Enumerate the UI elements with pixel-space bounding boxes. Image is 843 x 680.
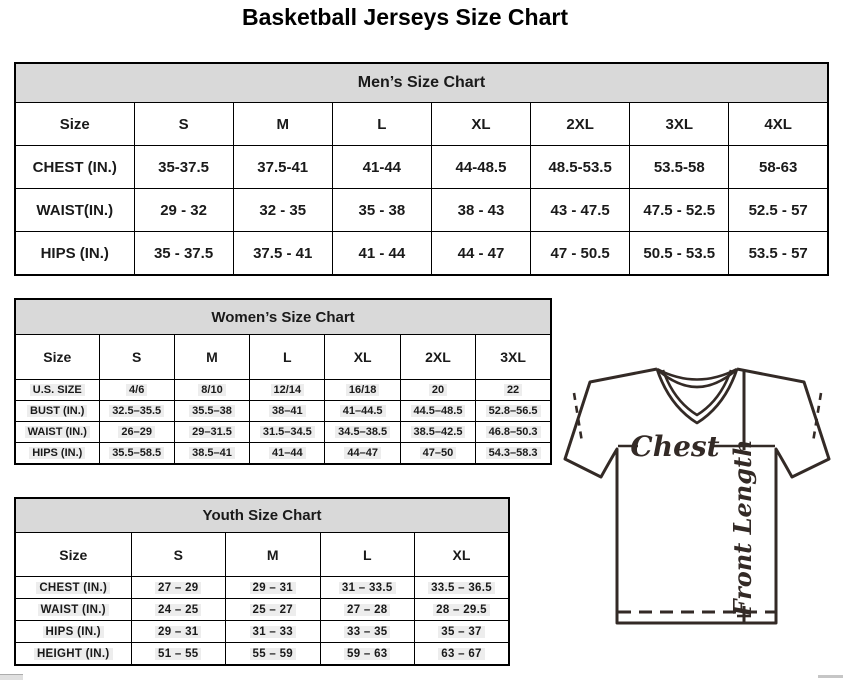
womens-header-row bbox=[15, 335, 551, 380]
youth-col-header: Size bbox=[15, 533, 131, 577]
mens-cell: 35 - 37.5 bbox=[134, 232, 233, 276]
cell-text: U.S. SIZE bbox=[30, 384, 85, 396]
mens-cell: 32 - 35 bbox=[233, 189, 332, 232]
womens-table-title: Women’s Size Chart bbox=[15, 299, 551, 335]
womens-col-header: M bbox=[174, 335, 249, 380]
cell-text: CHEST (IN.) bbox=[36, 582, 110, 594]
youth-table-title: Youth Size Chart bbox=[15, 498, 509, 533]
mens-col-header: S bbox=[134, 103, 233, 146]
youth-hips-row bbox=[15, 621, 509, 643]
youth-table-title-row bbox=[15, 498, 509, 533]
youth-col-header: M bbox=[226, 533, 321, 577]
mens-cell: 44-48.5 bbox=[431, 146, 530, 189]
cell-text: 35 – 37 bbox=[438, 626, 484, 638]
mens-cell: 50.5 - 53.5 bbox=[630, 232, 729, 276]
womens-cell bbox=[99, 443, 174, 465]
youth-row-label bbox=[15, 599, 131, 621]
mens-cell: 58-63 bbox=[729, 146, 828, 189]
cell-text: 8/10 bbox=[198, 384, 225, 396]
cell-text: 38.5–41 bbox=[189, 447, 235, 459]
cell-text: 20 bbox=[429, 384, 447, 396]
womens-cell bbox=[250, 422, 325, 443]
womens-row-label bbox=[15, 443, 99, 465]
youth-cell bbox=[131, 621, 226, 643]
womens-col-header: 2XL bbox=[400, 335, 475, 380]
mens-cell: 38 - 43 bbox=[431, 189, 530, 232]
cell-text: 31 – 33.5 bbox=[339, 582, 396, 594]
mens-row-label: WAIST(IN.) bbox=[15, 189, 134, 232]
scrollbar-fragment-left[interactable] bbox=[0, 674, 23, 680]
mens-cell: 43 - 47.5 bbox=[531, 189, 630, 232]
cell-text: 63 – 67 bbox=[438, 648, 484, 660]
youth-col-header: S bbox=[131, 533, 226, 577]
mens-cell: 53.5-58 bbox=[630, 146, 729, 189]
womens-cell bbox=[99, 422, 174, 443]
cell-text: 44–47 bbox=[344, 447, 381, 459]
mens-cell: 41-44 bbox=[332, 146, 431, 189]
womens-col-header: Size bbox=[15, 335, 99, 380]
womens-col-header: S bbox=[99, 335, 174, 380]
womens-cell bbox=[400, 380, 475, 401]
mens-cell: 52.5 - 57 bbox=[729, 189, 828, 232]
cell-text: WAIST (IN.) bbox=[25, 426, 90, 438]
mens-cell: 48.5-53.5 bbox=[531, 146, 630, 189]
womens-ussize-row bbox=[15, 380, 551, 401]
mens-cell: 37.5-41 bbox=[233, 146, 332, 189]
cell-text: 44.5–48.5 bbox=[411, 405, 466, 417]
cell-text: 52.8–56.5 bbox=[486, 405, 541, 417]
youth-row-label bbox=[15, 577, 131, 599]
youth-cell bbox=[131, 643, 226, 666]
cell-text: 16/18 bbox=[346, 384, 380, 396]
womens-cell bbox=[325, 422, 400, 443]
womens-cell bbox=[325, 380, 400, 401]
cell-text: 47–50 bbox=[420, 447, 457, 459]
cell-text: 54.3–58.3 bbox=[486, 447, 541, 459]
youth-chest-row bbox=[15, 577, 509, 599]
cell-text: 32.5–35.5 bbox=[109, 405, 164, 417]
mens-chest-row bbox=[15, 146, 828, 189]
youth-waist-row bbox=[15, 599, 509, 621]
mens-cell: 41 - 44 bbox=[332, 232, 431, 276]
womens-cell bbox=[174, 422, 249, 443]
cell-text: 35.5–38 bbox=[189, 405, 235, 417]
mens-col-header: L bbox=[332, 103, 431, 146]
youth-cell bbox=[226, 577, 321, 599]
mens-col-header: 3XL bbox=[630, 103, 729, 146]
womens-cell bbox=[476, 422, 551, 443]
cell-text: BUST (IN.) bbox=[27, 405, 87, 417]
womens-cell bbox=[325, 401, 400, 422]
cell-text: 35.5–58.5 bbox=[109, 447, 164, 459]
womens-table-title-row bbox=[15, 299, 551, 335]
womens-col-header: XL bbox=[325, 335, 400, 380]
youth-size-table bbox=[14, 497, 510, 666]
youth-cell bbox=[226, 599, 321, 621]
youth-cell bbox=[320, 621, 415, 643]
cell-text: 31 – 33 bbox=[250, 626, 296, 638]
cell-text: HIPS (IN.) bbox=[29, 447, 85, 459]
mens-cell: 35 - 38 bbox=[332, 189, 431, 232]
cell-text: 41–44 bbox=[269, 447, 306, 459]
cell-text: 27 – 29 bbox=[155, 582, 201, 594]
cell-text: 51 – 55 bbox=[155, 648, 201, 660]
cell-text: 29 – 31 bbox=[250, 582, 296, 594]
womens-cell bbox=[325, 443, 400, 465]
womens-row-label bbox=[15, 401, 99, 422]
cell-text: WAIST (IN.) bbox=[38, 604, 109, 616]
youth-cell bbox=[320, 599, 415, 621]
womens-waist-row bbox=[15, 422, 551, 443]
cell-text: 38–41 bbox=[269, 405, 306, 417]
youth-cell bbox=[226, 621, 321, 643]
womens-cell bbox=[174, 443, 249, 465]
cell-text: 59 – 63 bbox=[344, 648, 390, 660]
womens-cell bbox=[99, 401, 174, 422]
womens-cell bbox=[99, 380, 174, 401]
cell-text: 38.5–42.5 bbox=[411, 426, 466, 438]
womens-cell bbox=[174, 380, 249, 401]
youth-row-label bbox=[15, 621, 131, 643]
mens-col-header: 4XL bbox=[729, 103, 828, 146]
front-length-label: Front Length bbox=[728, 439, 757, 617]
womens-cell bbox=[476, 401, 551, 422]
youth-cell bbox=[320, 643, 415, 666]
cell-text: 33 – 35 bbox=[344, 626, 390, 638]
cell-text: 25 – 27 bbox=[250, 604, 296, 616]
youth-col-header: L bbox=[320, 533, 415, 577]
cell-text: 26–29 bbox=[118, 426, 155, 438]
chest-label: Chest bbox=[630, 430, 720, 463]
youth-cell bbox=[131, 577, 226, 599]
youth-cell bbox=[415, 621, 510, 643]
cell-text: 34.5–38.5 bbox=[335, 426, 390, 438]
youth-cell bbox=[415, 577, 510, 599]
womens-cell bbox=[174, 401, 249, 422]
cell-text: 22 bbox=[504, 384, 522, 396]
cell-text: 29 – 31 bbox=[155, 626, 201, 638]
mens-cell: 37.5 - 41 bbox=[233, 232, 332, 276]
youth-cell bbox=[226, 643, 321, 666]
page-title: Basketball Jerseys Size Chart bbox=[241, 4, 568, 30]
youth-cell bbox=[415, 643, 510, 666]
womens-bust-row bbox=[15, 401, 551, 422]
mens-waist-row bbox=[15, 189, 828, 232]
womens-hips-row bbox=[15, 443, 551, 465]
womens-col-header: L bbox=[250, 335, 325, 380]
cell-text: 31.5–34.5 bbox=[260, 426, 315, 438]
womens-cell bbox=[250, 443, 325, 465]
mens-cell: 53.5 - 57 bbox=[729, 232, 828, 276]
womens-row-label bbox=[15, 380, 99, 401]
youth-cell bbox=[131, 599, 226, 621]
cell-text: 33.5 – 36.5 bbox=[428, 582, 495, 594]
mens-col-header: M bbox=[233, 103, 332, 146]
mens-row-label: CHEST (IN.) bbox=[15, 146, 134, 189]
youth-col-header: XL bbox=[415, 533, 510, 577]
womens-cell bbox=[476, 380, 551, 401]
youth-height-row bbox=[15, 643, 509, 666]
cell-text: HEIGHT (IN.) bbox=[34, 648, 113, 660]
mens-cell: 47.5 - 52.5 bbox=[630, 189, 729, 232]
cell-text: 41–44.5 bbox=[340, 405, 386, 417]
cell-text: 4/6 bbox=[126, 384, 147, 396]
youth-header-row bbox=[15, 533, 509, 577]
womens-row-label bbox=[15, 422, 99, 443]
youth-cell bbox=[320, 577, 415, 599]
womens-cell bbox=[250, 401, 325, 422]
youth-row-label bbox=[15, 643, 131, 666]
womens-cell bbox=[400, 422, 475, 443]
womens-cell bbox=[476, 443, 551, 465]
mens-size-table bbox=[14, 62, 829, 276]
womens-cell bbox=[250, 380, 325, 401]
mens-hips-row bbox=[15, 232, 828, 276]
mens-cell: 29 - 32 bbox=[134, 189, 233, 232]
mens-cell: 35-37.5 bbox=[134, 146, 233, 189]
cell-text: 55 – 59 bbox=[250, 648, 296, 660]
mens-table-title: Men’s Size Chart bbox=[15, 63, 828, 103]
cell-text: 27 – 28 bbox=[344, 604, 390, 616]
mens-cell: 47 - 50.5 bbox=[531, 232, 630, 276]
jersey-measurement-diagram bbox=[554, 356, 843, 646]
mens-header-row bbox=[15, 103, 828, 146]
womens-col-header: 3XL bbox=[476, 335, 551, 380]
mens-col-header: 2XL bbox=[531, 103, 630, 146]
mens-row-label: HIPS (IN.) bbox=[15, 232, 134, 276]
cell-text: 12/14 bbox=[271, 384, 305, 396]
cell-text: 28 – 29.5 bbox=[433, 604, 490, 616]
mens-col-header: Size bbox=[15, 103, 134, 146]
cell-text: 46.8–50.3 bbox=[486, 426, 541, 438]
womens-cell bbox=[400, 443, 475, 465]
cell-text: 24 – 25 bbox=[155, 604, 201, 616]
womens-size-table bbox=[14, 298, 552, 465]
scrollbar-fragment-right[interactable] bbox=[818, 675, 843, 678]
mens-table-title-row bbox=[15, 63, 828, 103]
jersey-outline bbox=[565, 369, 829, 623]
cell-text: 29–31.5 bbox=[189, 426, 235, 438]
mens-col-header: XL bbox=[431, 103, 530, 146]
womens-cell bbox=[400, 401, 475, 422]
mens-cell: 44 - 47 bbox=[431, 232, 530, 276]
youth-cell bbox=[415, 599, 510, 621]
cell-text: HIPS (IN.) bbox=[43, 626, 104, 638]
